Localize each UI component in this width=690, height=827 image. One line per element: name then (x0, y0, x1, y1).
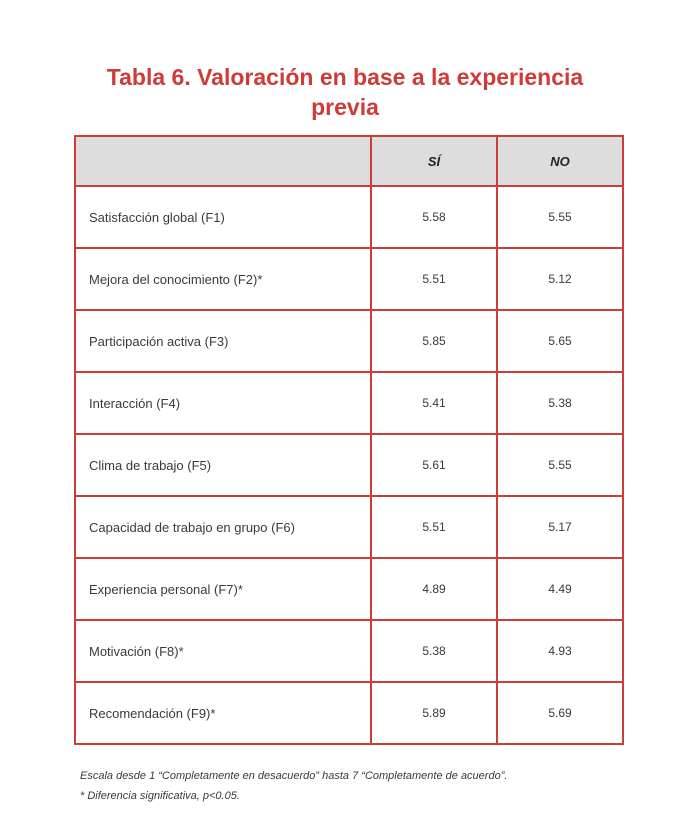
table-notes (80, 766, 660, 806)
row-label: Satisfacción global (F1) (75, 186, 371, 248)
value-si: 5.61 (371, 434, 497, 496)
table-row (75, 248, 623, 310)
value-no: 4.49 (497, 558, 623, 620)
value-no: 5.55 (497, 434, 623, 496)
row-label: Mejora del conocimiento (F2)* (75, 248, 371, 310)
value-si: 5.51 (371, 248, 497, 310)
table-row (75, 372, 623, 434)
value-si: 5.89 (371, 682, 497, 744)
value-no: 5.69 (497, 682, 623, 744)
header-no: NO (497, 136, 623, 186)
results-table (74, 135, 624, 745)
row-label: Clima de trabajo (F5) (75, 434, 371, 496)
row-label: Interacción (F4) (75, 372, 371, 434)
row-label: Capacidad de trabajo en grupo (F6) (75, 496, 371, 558)
table-row (75, 310, 623, 372)
scale-note: Escala desde 1 “Completamente en desacuerdo” hasta 7 “Completamente de acuerdo”. (80, 770, 508, 782)
value-no: 5.12 (497, 248, 623, 310)
value-si: 4.89 (371, 558, 497, 620)
table-row (75, 186, 623, 248)
table-title (0, 62, 690, 122)
table-row (75, 682, 623, 744)
table-title-line-2: previa (311, 94, 379, 120)
table-title-line-1: Tabla 6. Valoración en base a la experiencia (106, 64, 584, 90)
header-si: SÍ (371, 136, 497, 186)
table-row (75, 558, 623, 620)
row-label: Motivación (F8)* (75, 620, 371, 682)
table-row (75, 434, 623, 496)
row-label: Experiencia personal (F7)* (75, 558, 371, 620)
table-row (75, 620, 623, 682)
value-si: 5.85 (371, 310, 497, 372)
value-si: 5.41 (371, 372, 497, 434)
value-no: 5.17 (497, 496, 623, 558)
value-no: 4.93 (497, 620, 623, 682)
row-label: Participación activa (F3) (75, 310, 371, 372)
value-si: 5.51 (371, 496, 497, 558)
value-si: 5.58 (371, 186, 497, 248)
row-label: Recomendación (F9)* (75, 682, 371, 744)
header-blank (75, 136, 371, 186)
value-no: 5.38 (497, 372, 623, 434)
value-no: 5.55 (497, 186, 623, 248)
value-no: 5.65 (497, 310, 623, 372)
value-si: 5.38 (371, 620, 497, 682)
significance-note: * Diferencia significativa, p<0.05. (80, 790, 240, 802)
table-row (75, 496, 623, 558)
header-row (75, 136, 623, 186)
